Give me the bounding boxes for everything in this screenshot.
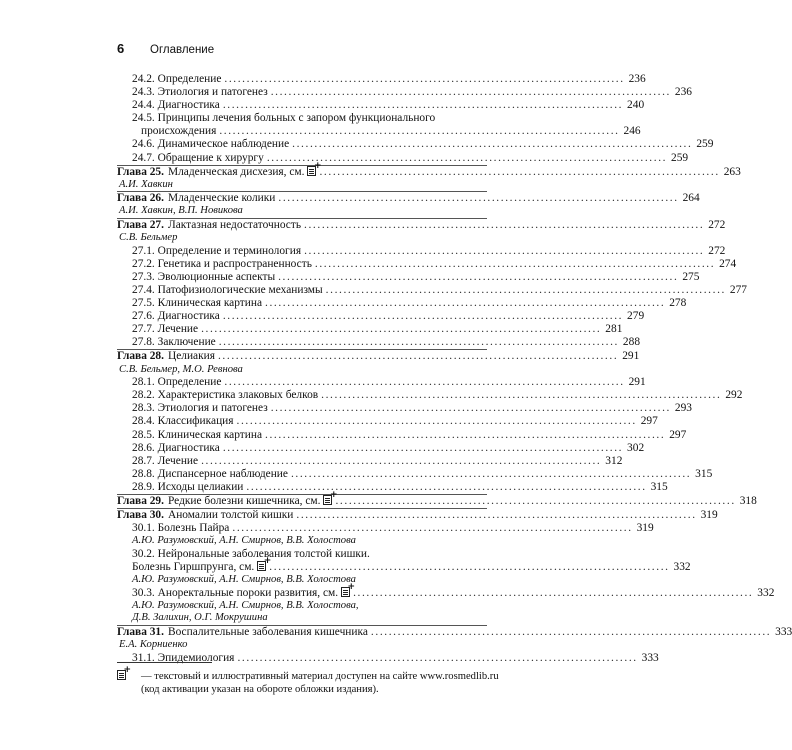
page-ref: 319 [700, 509, 718, 522]
toc-entry[interactable]: 28.8. Диспансерное наблюдение .......................................................................................... 315 [132, 467, 713, 480]
page-ref: 315 [695, 467, 713, 480]
toc-entry[interactable]: 24.6. Динамическое наблюдение .......................................................................................... 259 [132, 138, 714, 151]
toc-entry[interactable]: 30.3. Аноректальные пороки развития, см.+ .......................................................................................... 332 [117, 587, 487, 600]
toc-entry[interactable]: 27.2. Генетика и распространенность .......................................................................................... 274 [132, 257, 737, 270]
page-ref: 288 [622, 336, 641, 349]
online-material-icon [117, 670, 126, 680]
toc-entry[interactable]: 28.3. Этиология и патогенез .......................................................................................... 293 [132, 402, 692, 415]
page-ref: 259 [671, 151, 689, 164]
online-material-icon[interactable] [323, 495, 332, 505]
toc-entry[interactable]: 24.3. Этиология и патогенез .......................................................................................... 236 [132, 86, 692, 99]
chapter-author: С.В. Бельмер [119, 232, 178, 244]
toc-entry[interactable]: 31.1. Эпидемиология .......................................................................................... 333 [132, 651, 659, 664]
chapter-30-entry[interactable]: Глава 30. Аномалии толстой кишки .......................................................................................... 319 [117, 509, 718, 522]
online-material-icon[interactable] [341, 587, 350, 597]
footnote [117, 670, 502, 696]
toc-entry[interactable]: 28.6. Диагностика .......................................................................................... 302 [132, 441, 645, 454]
page-ref: 240 [627, 99, 645, 112]
page-ref: 332 [673, 560, 691, 573]
footnote-divider [117, 662, 212, 663]
chapter-31-entry[interactable]: Глава 31. Воспалительные заболевания кишечника .......................................................................................... 333 [117, 625, 792, 638]
chapter-label: Глава 28. [117, 350, 164, 363]
online-material-icon[interactable] [307, 166, 316, 176]
toc-entry[interactable]: 28.1. Определение .......................................................................................... 291 [132, 376, 646, 389]
page-ref: 236 [674, 86, 692, 99]
page-ref: 272 [708, 219, 726, 232]
online-material-icon[interactable] [257, 561, 266, 571]
page-ref: 264 [682, 192, 700, 205]
page-ref: 333 [775, 625, 792, 638]
toc-entry[interactable]: 27.4. Патофизиологические механизмы .......................................................................................... 277 [132, 284, 747, 296]
page-ref: 315 [650, 480, 668, 493]
page-ref: 281 [605, 323, 623, 336]
toc-entry[interactable]: 28.2. Характеристика злаковых белков .......................................................................................... 292 [132, 389, 743, 402]
page-ref: 293 [674, 402, 692, 415]
chapter-label: Глава 25. [117, 165, 164, 178]
page-ref: 263 [723, 165, 741, 178]
page-ref: 319 [636, 522, 654, 535]
page-ref: 277 [729, 284, 747, 296]
chapter-title: Младенческие колики [167, 192, 276, 205]
page-ref: 272 [708, 244, 726, 257]
chapter-label: Глава 27. [117, 219, 164, 232]
page-ref: 246 [623, 125, 641, 138]
section-author: А.Ю. Разумовский, А.Н. Смирнов, В.В. Холостова, [132, 599, 359, 611]
toc-entry[interactable]: 28.4. Классификация .......................................................................................... 297 [132, 415, 658, 428]
page-ref: 274 [719, 257, 737, 270]
page-ref: 291 [628, 376, 646, 389]
toc-entry[interactable]: 30.1. Болезнь Пайра .......................................................................................... 319 [132, 522, 654, 535]
toc-entry[interactable]: Болезнь Гиршпрунга, см.+ .......................................................................................... 332 [117, 561, 487, 574]
toc-entry[interactable]: 28.9. Исходы целиакии .......................................................................................... 315 [132, 480, 668, 493]
section-author: А.Ю. Разумовский, А.Н. Смирнов, В.В. Холостова [132, 574, 356, 586]
section-author: Д.В. Залихин, О.Г. Мокрушина [132, 612, 268, 624]
toc-entry[interactable]: 24.4. Диагностика .......................................................................................... 240 [132, 99, 645, 112]
chapter-label: Глава 29. [117, 495, 164, 507]
chapter-title: Лактазная недостаточность [167, 219, 302, 232]
toc-entry[interactable]: 27.7. Лечение .......................................................................................... 281 [132, 323, 623, 336]
chapter-26-entry[interactable]: Глава 26. Младенческие колики .......................................................................................... 264 [117, 192, 700, 205]
chapter-25-entry[interactable]: Глава 25. Младенческая дисхезия, см.+ .......................................................................................... 263 [117, 165, 487, 179]
chapter-27-entry[interactable]: Глава 27. Лактазная недостаточность .......................................................................................... 272 [117, 219, 726, 232]
toc-entry[interactable]: 28.7. Лечение .......................................................................................... 312 [132, 454, 623, 467]
chapter-author: Е.А. Корниенко [119, 639, 188, 651]
toc-entry-line[interactable]: 30.2. Нейрональные заболевания толстой кишки. [132, 547, 370, 560]
chapter-title: Целиакия [167, 350, 215, 363]
chapter-29-entry[interactable]: Глава 29. Редкие болезни кишечника, см.+ .......................................................................................... 318 [117, 494, 487, 508]
chapter-label: Глава 30. [117, 509, 164, 522]
toc-entry[interactable]: происхождения .......................................................................................... 246 [141, 125, 641, 138]
page-ref: 318 [739, 495, 757, 507]
toc-entry[interactable]: 27.3. Эволюционные аспекты .......................................................................................... 275 [132, 270, 700, 283]
chapter-label: Глава 31. [117, 625, 164, 638]
chapter-author: С.В. Бельмер, М.О. Ревнова [119, 363, 243, 375]
footnote-text-line-2: (код активации указан на обороте обложки издания). [141, 684, 379, 695]
section-author: А.Ю. Разумовский, А.Н. Смирнов, В.В. Холостова [132, 535, 356, 547]
page-ref: 275 [682, 270, 700, 283]
chapter-label: Глава 26. [117, 192, 164, 205]
running-header [117, 41, 214, 56]
toc-entry[interactable]: 24.7. Обращение к хирургу .......................................................................................... 259 [132, 151, 689, 164]
toc-entry[interactable]: 28.5. Клиническая картина .......................................................................................... 297 [132, 428, 687, 441]
page-ref: 297 [669, 428, 687, 441]
page-ref: 297 [640, 415, 658, 428]
chapter-title: Младенческая дисхезия, см. [167, 165, 305, 178]
chapter-author: А.И. Хавкин [119, 178, 173, 190]
chapter-author: А.И. Хавкин, В.П. Новикова [119, 205, 243, 217]
running-title: Оглавление [150, 44, 215, 56]
page-ref: 279 [627, 310, 645, 323]
footnote-text-line-1: — текстовый и иллюстративный материал доступен на сайте www.rosmedlib.ru [141, 671, 499, 682]
page-ref: 332 [757, 586, 775, 599]
page-number: 6 [117, 41, 125, 56]
page-ref: 312 [605, 454, 623, 467]
page-ref: 278 [669, 297, 687, 310]
chapter-title: Воспалительные заболевания кишечника [167, 625, 368, 638]
page-ref: 292 [725, 389, 743, 402]
page-ref: 333 [641, 651, 659, 664]
page-ref: 259 [696, 138, 714, 151]
page-ref: 302 [627, 441, 645, 454]
toc-entry[interactable]: 24.2. Определение .......................................................................................... 236 [132, 73, 646, 85]
toc-entry[interactable]: 27.8. Заключение .......................................................................................... 288 [132, 336, 641, 349]
table-of-contents [117, 73, 792, 665]
toc-entry[interactable]: 27.1. Определение и терминология .......................................................................................... 272 [132, 244, 726, 257]
toc-entry-line[interactable]: 24.5. Принципы лечения больных с запором функционального [132, 112, 436, 125]
chapter-title: Аномалии толстой кишки [167, 509, 294, 522]
chapter-28-entry[interactable]: Глава 28. Целиакия .......................................................................................... 291 [117, 350, 640, 363]
toc-entry[interactable]: 27.6. Диагностика .......................................................................................... 279 [132, 310, 645, 323]
toc-entry[interactable]: 27.5. Клиническая картина .......................................................................................... 278 [132, 297, 687, 310]
page-ref: 236 [628, 73, 646, 85]
chapter-title: Редкие болезни кишечника, см. [167, 495, 321, 507]
page-ref: 291 [622, 350, 640, 363]
